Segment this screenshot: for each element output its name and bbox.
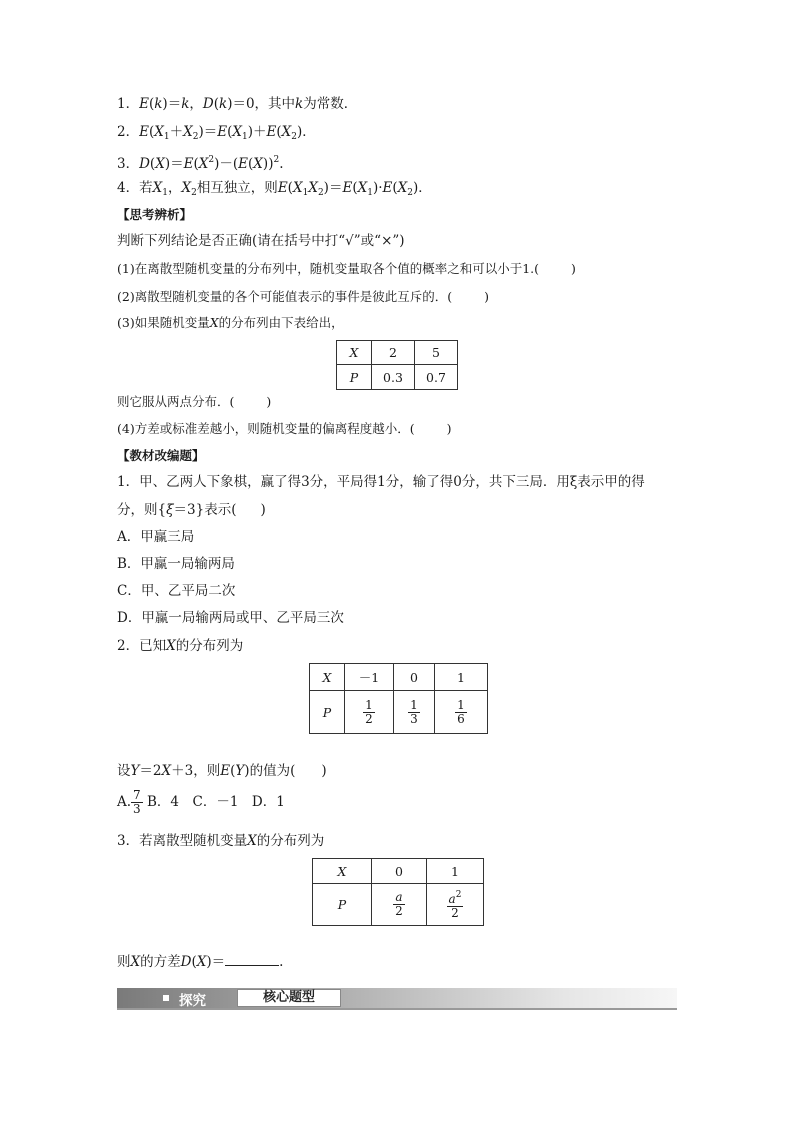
table-cell: 1 <box>435 664 488 691</box>
distribution-table-2 <box>309 663 488 734</box>
distribution-table-1 <box>336 340 458 390</box>
textbook-q2-condition: 设Y＝2X＋3，则E(Y)的值为( ) <box>117 763 327 779</box>
think-q3-conclusion: 则它服从两点分布．( ) <box>117 394 272 409</box>
think-instruction: 判断下列结论是否正确(请在括号中打“√”或“×”) <box>117 233 405 249</box>
table-cell: 0.7 <box>415 365 458 390</box>
option-d: D．甲赢一局输两局或甲、乙平局三次 <box>117 610 344 626</box>
textbook-q2: 2．已知X的分布列为 <box>117 638 244 654</box>
option-c: C．甲、乙平局二次 <box>117 583 236 599</box>
think-heading: 【思考辨析】 <box>117 207 193 222</box>
option-b: B．甲赢一局输两局 <box>117 556 235 572</box>
textbook-q3: 3．若离散型随机变量X的分布列为 <box>117 833 325 849</box>
table-cell: P <box>322 704 332 720</box>
table-cell: 0 <box>372 859 427 884</box>
square-bullet-icon <box>163 995 169 1001</box>
table-cell: 5 <box>415 341 458 365</box>
table-cell: 2 <box>372 341 415 365</box>
table-cell: X <box>322 669 332 685</box>
think-q3: (3)如果随机变量X的分布列由下表给出， <box>117 315 344 330</box>
table-cell: X <box>337 863 347 879</box>
textbook-q1-line1: 1．甲、乙两人下象棋，赢了得3分，平局得1分，输了得0分，共下三局．用ξ表示甲的得 <box>117 474 645 490</box>
table-cell: 0 <box>394 664 435 691</box>
answer-blank <box>225 953 279 966</box>
option-a: A．甲赢三局 <box>117 529 195 545</box>
property-3: 3．$D(X)=E(X^2)-(E(X))^2$. <box>117 155 284 172</box>
think-q2: (2)离散型随机变量的各个可能值表示的事件是彼此互斥的．( ) <box>117 289 489 304</box>
table-cell: P <box>349 369 359 385</box>
banner-explore-label: 探究 <box>179 993 206 1009</box>
property-1: 1．E(k)＝k，D(k)＝0，其中k为常数． <box>117 96 358 112</box>
think-q1: (1)在离散型随机变量的分布列中，随机变量取各个值的概率之和可以小于1.( ) <box>117 261 576 276</box>
table-cell: X <box>349 345 359 360</box>
table-cell: $\frac{1}{3}$ <box>394 691 435 734</box>
think-q4: (4)方差或标准差越小，则随机变量的偏离程度越小．( ) <box>117 421 452 436</box>
property-2: 2．$E(X_1+X_2)=E(X_1)+E(X_2)$． <box>117 124 316 142</box>
textbook-heading: 【教材改编题】 <box>117 448 205 463</box>
textbook-q3-question: 则X的方差D(X)＝ . <box>117 954 284 970</box>
table-cell: $\frac{1}{2}$ <box>345 691 394 734</box>
section-banner <box>117 988 677 1010</box>
table-cell: $\frac{a^2}{2}$ <box>427 884 484 926</box>
table-cell: 0.3 <box>372 365 415 390</box>
table-cell: －1 <box>345 664 394 691</box>
table-cell: $\frac{a}{2}$ <box>372 884 427 926</box>
table-cell: P <box>337 897 347 912</box>
table-cell: 1 <box>427 859 484 884</box>
property-4: 4．若$X_1$，$X_2$相互独立，则$E(X_1X_2)=E(X_1)\cdot E(X_2)$． <box>117 180 432 198</box>
textbook-q2-options: A. $\frac{7}{3}$ B．4 C．－1 D．1 <box>117 788 285 816</box>
table-cell: $\frac{1}{6}$ <box>435 691 488 734</box>
textbook-q1-line2: 分，则{ξ＝3}表示( ) <box>117 502 266 518</box>
banner-core-label: 核心题型 <box>237 989 341 1007</box>
distribution-table-3 <box>312 858 484 926</box>
